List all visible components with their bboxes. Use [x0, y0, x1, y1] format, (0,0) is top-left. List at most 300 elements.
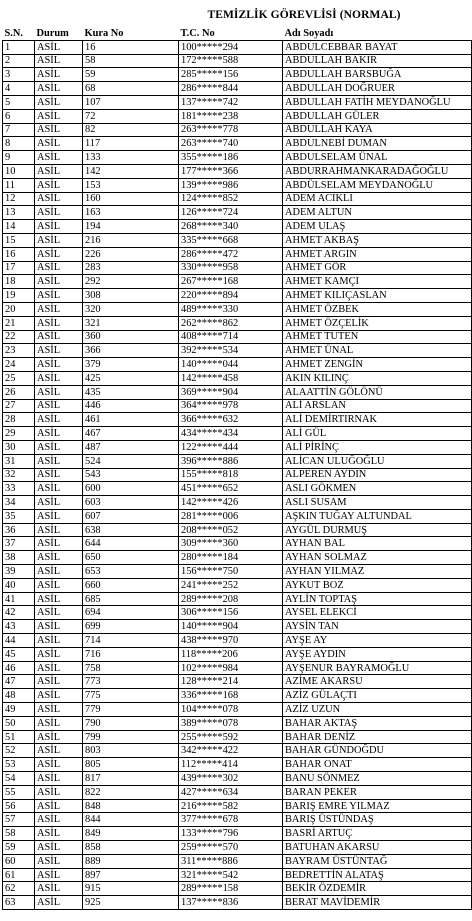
cell-durum: ASİL: [35, 661, 83, 675]
cell-adi-soyadi: AHMET ÖZBEK: [283, 302, 472, 316]
cell-kura-no: 283: [83, 261, 179, 275]
cell-durum: ASİL: [35, 109, 83, 123]
cell-kura-no: 117: [83, 137, 179, 151]
cell-kura-no: 600: [83, 482, 179, 496]
cell-adi-soyadi: ASLI GÖKMEN: [283, 482, 472, 496]
cell-kura-no: 817: [83, 772, 179, 786]
cell-durum: ASİL: [35, 772, 83, 786]
cell-kura-no: 822: [83, 785, 179, 799]
table-row: [3, 578, 472, 592]
cell-sn: 9: [3, 151, 35, 165]
cell-adi-soyadi: BAHAR AKTAŞ: [283, 716, 472, 730]
cell-durum: ASİL: [35, 675, 83, 689]
column-header-adi-soyadi: Adı Soyadı: [283, 27, 472, 40]
cell-kura-no: 320: [83, 302, 179, 316]
cell-sn: 59: [3, 841, 35, 855]
table-row: [3, 468, 472, 482]
table-row: [3, 371, 472, 385]
cell-adi-soyadi: BARAN PEKER: [283, 785, 472, 799]
cell-durum: ASİL: [35, 95, 83, 109]
cell-tc-no: 438*****970: [179, 634, 283, 648]
cell-kura-no: 844: [83, 813, 179, 827]
cell-durum: ASİL: [35, 413, 83, 427]
table-row: [3, 620, 472, 634]
cell-adi-soyadi: BANU SÖNMEZ: [283, 772, 472, 786]
cell-kura-no: 660: [83, 578, 179, 592]
cell-kura-no: 321: [83, 316, 179, 330]
table-row: [3, 427, 472, 441]
cell-adi-soyadi: AYHAN YILMAZ: [283, 565, 472, 579]
cell-adi-soyadi: ALAATTİN GÖLÖNÜ: [283, 385, 472, 399]
cell-adi-soyadi: AYSEL ELEKCİ: [283, 606, 472, 620]
cell-adi-soyadi: BAYRAM ÜSTÜNTAĞ: [283, 854, 472, 868]
table-row: [3, 302, 472, 316]
cell-tc-no: 408*****714: [179, 330, 283, 344]
table-row: [3, 178, 472, 192]
cell-sn: 2: [3, 54, 35, 68]
cell-tc-no: 267*****168: [179, 275, 283, 289]
table-row: [3, 275, 472, 289]
table-row: [3, 675, 472, 689]
table-row: [3, 289, 472, 303]
table-row: [3, 151, 472, 165]
table-row: [3, 744, 472, 758]
cell-tc-no: 286*****472: [179, 247, 283, 261]
cell-tc-no: 427*****634: [179, 785, 283, 799]
cell-durum: ASİL: [35, 647, 83, 661]
cell-kura-no: 805: [83, 758, 179, 772]
cell-sn: 61: [3, 868, 35, 882]
cell-adi-soyadi: BAHAR ONAT: [283, 758, 472, 772]
cell-adi-soyadi: AYSİN TAN: [283, 620, 472, 634]
cell-tc-no: 140*****044: [179, 358, 283, 372]
cell-sn: 48: [3, 689, 35, 703]
cell-kura-no: 889: [83, 854, 179, 868]
cell-sn: 44: [3, 634, 35, 648]
cell-kura-no: 16: [83, 40, 179, 54]
cell-durum: ASİL: [35, 358, 83, 372]
cell-kura-no: 68: [83, 82, 179, 96]
cell-durum: ASİL: [35, 468, 83, 482]
cell-tc-no: 124*****852: [179, 192, 283, 206]
cell-sn: 32: [3, 468, 35, 482]
cell-adi-soyadi: AHMET KAMÇI: [283, 275, 472, 289]
cell-tc-no: 377*****678: [179, 813, 283, 827]
cell-sn: 56: [3, 799, 35, 813]
cell-adi-soyadi: BARIŞ EMRE YILMAZ: [283, 799, 472, 813]
cell-kura-no: 758: [83, 661, 179, 675]
cell-kura-no: 360: [83, 330, 179, 344]
cell-durum: ASİL: [35, 164, 83, 178]
cell-kura-no: 644: [83, 537, 179, 551]
table-row: [3, 482, 472, 496]
cell-durum: ASİL: [35, 896, 83, 910]
cell-sn: 60: [3, 854, 35, 868]
cell-sn: 28: [3, 413, 35, 427]
cell-sn: 50: [3, 716, 35, 730]
table-row: [3, 661, 472, 675]
cell-durum: ASİL: [35, 427, 83, 441]
cell-tc-no: 259*****570: [179, 841, 283, 855]
cell-tc-no: 286*****844: [179, 82, 283, 96]
cell-sn: 53: [3, 758, 35, 772]
cell-adi-soyadi: AŞKIN TUĞAY ALTUNDAL: [283, 509, 472, 523]
cell-sn: 8: [3, 137, 35, 151]
cell-kura-no: 160: [83, 192, 179, 206]
table-row: [3, 454, 472, 468]
table-row: [3, 233, 472, 247]
cell-tc-no: 309*****360: [179, 537, 283, 551]
cell-kura-no: 790: [83, 716, 179, 730]
cell-sn: 16: [3, 247, 35, 261]
cell-tc-no: 142*****426: [179, 496, 283, 510]
cell-sn: 42: [3, 606, 35, 620]
table-row: [3, 758, 472, 772]
cell-sn: 21: [3, 316, 35, 330]
cell-adi-soyadi: ABDULCEBBAR BAYAT: [283, 40, 472, 54]
cell-sn: 26: [3, 385, 35, 399]
table-row: [3, 647, 472, 661]
cell-sn: 29: [3, 427, 35, 441]
cell-tc-no: 396*****886: [179, 454, 283, 468]
table-row: [3, 592, 472, 606]
cell-tc-no: 289*****158: [179, 882, 283, 896]
cell-kura-no: 699: [83, 620, 179, 634]
table-row: [3, 703, 472, 717]
cell-durum: ASİL: [35, 882, 83, 896]
table-row: [3, 509, 472, 523]
cell-durum: ASİL: [35, 758, 83, 772]
cell-adi-soyadi: ABDULLAH FATİH MEYDANOĞLU: [283, 95, 472, 109]
cell-durum: ASİL: [35, 385, 83, 399]
cell-tc-no: 137*****836: [179, 896, 283, 910]
cell-tc-no: 216*****582: [179, 799, 283, 813]
cell-kura-no: 163: [83, 206, 179, 220]
cell-tc-no: 139*****986: [179, 178, 283, 192]
cell-tc-no: 241*****252: [179, 578, 283, 592]
cell-kura-no: 858: [83, 841, 179, 855]
cell-sn: 13: [3, 206, 35, 220]
cell-tc-no: 389*****078: [179, 716, 283, 730]
column-header-durum: Durum: [35, 27, 83, 40]
cell-adi-soyadi: AYŞE AYDIN: [283, 647, 472, 661]
cell-tc-no: 285*****156: [179, 68, 283, 82]
table-row: [3, 40, 472, 54]
cell-tc-no: 100*****294: [179, 40, 283, 54]
cell-tc-no: 220*****894: [179, 289, 283, 303]
cell-tc-no: 137*****742: [179, 95, 283, 109]
cell-durum: ASİL: [35, 454, 83, 468]
cell-adi-soyadi: AYHAN BAL: [283, 537, 472, 551]
cell-durum: ASİL: [35, 730, 83, 744]
cell-kura-no: 694: [83, 606, 179, 620]
cell-durum: ASİL: [35, 703, 83, 717]
cell-adi-soyadi: BAHAR GÜNDOĞDU: [283, 744, 472, 758]
cell-sn: 27: [3, 399, 35, 413]
cell-durum: ASİL: [35, 440, 83, 454]
cell-adi-soyadi: BEKİR ÖZDEMİR: [283, 882, 472, 896]
table-row: [3, 440, 472, 454]
cell-tc-no: 181*****238: [179, 109, 283, 123]
cell-durum: ASİL: [35, 220, 83, 234]
cell-durum: ASİL: [35, 54, 83, 68]
cell-adi-soyadi: AYHAN SOLMAZ: [283, 551, 472, 565]
cell-kura-no: 366: [83, 344, 179, 358]
cell-durum: ASİL: [35, 344, 83, 358]
cell-adi-soyadi: AHMET ÜNAL: [283, 344, 472, 358]
cell-durum: ASİL: [35, 330, 83, 344]
cell-sn: 15: [3, 233, 35, 247]
table-row: [3, 896, 472, 910]
table-row: [3, 109, 472, 123]
cell-sn: 40: [3, 578, 35, 592]
cell-kura-no: 142: [83, 164, 179, 178]
table-row: [3, 358, 472, 372]
cell-kura-no: 714: [83, 634, 179, 648]
table-body: [3, 40, 472, 909]
table-row: [3, 399, 472, 413]
table-row: [3, 716, 472, 730]
cell-kura-no: 524: [83, 454, 179, 468]
cell-durum: ASİL: [35, 123, 83, 137]
cell-tc-no: 126*****724: [179, 206, 283, 220]
table-row: [3, 551, 472, 565]
column-header-sn: S.N.: [3, 27, 35, 40]
cell-sn: 58: [3, 827, 35, 841]
cell-kura-no: 467: [83, 427, 179, 441]
cell-durum: ASİL: [35, 565, 83, 579]
document-title-text: TEMİZLİK GÖREVLİSİ (NORMAL): [207, 9, 401, 21]
cell-tc-no: 177*****366: [179, 164, 283, 178]
cell-adi-soyadi: ABDULLAH BAKIR: [283, 54, 472, 68]
cell-tc-no: 439*****302: [179, 772, 283, 786]
cell-durum: ASİL: [35, 537, 83, 551]
cell-sn: 45: [3, 647, 35, 661]
table-row: [3, 247, 472, 261]
cell-tc-no: 268*****340: [179, 220, 283, 234]
cell-adi-soyadi: AYGÜL DURMUŞ: [283, 523, 472, 537]
cell-adi-soyadi: BATUHAN AKARSU: [283, 841, 472, 855]
cell-durum: ASİL: [35, 509, 83, 523]
cell-adi-soyadi: ALPEREN AYDIN: [283, 468, 472, 482]
cell-tc-no: 289*****208: [179, 592, 283, 606]
cell-durum: ASİL: [35, 82, 83, 96]
table-row: [3, 523, 472, 537]
cell-kura-no: 849: [83, 827, 179, 841]
cell-kura-no: 194: [83, 220, 179, 234]
cell-tc-no: 335*****668: [179, 233, 283, 247]
table-row: [3, 868, 472, 882]
table-row: [3, 68, 472, 82]
cell-adi-soyadi: ALİ DEMİRTIRNAK: [283, 413, 472, 427]
cell-sn: 38: [3, 551, 35, 565]
cell-durum: ASİL: [35, 40, 83, 54]
cell-tc-no: 142*****458: [179, 371, 283, 385]
cell-durum: ASİL: [35, 496, 83, 510]
cell-tc-no: 133*****796: [179, 827, 283, 841]
cell-tc-no: 122*****444: [179, 440, 283, 454]
cell-durum: ASİL: [35, 482, 83, 496]
cell-sn: 41: [3, 592, 35, 606]
cell-sn: 22: [3, 330, 35, 344]
table-row: [3, 220, 472, 234]
cell-adi-soyadi: AYLİN TOPTAŞ: [283, 592, 472, 606]
table-row: [3, 772, 472, 786]
cell-adi-soyadi: ALİ PİRİNÇ: [283, 440, 472, 454]
cell-durum: ASİL: [35, 261, 83, 275]
cell-durum: ASİL: [35, 151, 83, 165]
cell-sn: 1: [3, 40, 35, 54]
cell-kura-no: 487: [83, 440, 179, 454]
cell-sn: 3: [3, 68, 35, 82]
cell-tc-no: 355*****186: [179, 151, 283, 165]
table-row: [3, 496, 472, 510]
assignment-table: [2, 27, 472, 910]
cell-tc-no: 392*****534: [179, 344, 283, 358]
cell-kura-no: 153: [83, 178, 179, 192]
cell-durum: ASİL: [35, 592, 83, 606]
cell-sn: 30: [3, 440, 35, 454]
cell-sn: 54: [3, 772, 35, 786]
cell-sn: 35: [3, 509, 35, 523]
table-row: [3, 330, 472, 344]
cell-kura-no: 58: [83, 54, 179, 68]
cell-sn: 52: [3, 744, 35, 758]
cell-tc-no: 369*****904: [179, 385, 283, 399]
cell-sn: 12: [3, 192, 35, 206]
cell-durum: ASİL: [35, 744, 83, 758]
cell-durum: ASİL: [35, 275, 83, 289]
cell-sn: 6: [3, 109, 35, 123]
cell-durum: ASİL: [35, 813, 83, 827]
cell-kura-no: 435: [83, 385, 179, 399]
cell-durum: ASİL: [35, 578, 83, 592]
cell-kura-no: 216: [83, 233, 179, 247]
cell-sn: 62: [3, 882, 35, 896]
table-row: [3, 82, 472, 96]
table-row: [3, 785, 472, 799]
table-row: [3, 95, 472, 109]
cell-adi-soyadi: ABDÜLSELAM MEYDANOĞLU: [283, 178, 472, 192]
cell-durum: ASİL: [35, 192, 83, 206]
cell-adi-soyadi: AHMET ÖZÇELİK: [283, 316, 472, 330]
cell-kura-no: 59: [83, 68, 179, 82]
cell-tc-no: 364*****978: [179, 399, 283, 413]
cell-adi-soyadi: ABDULLAH GÜLER: [283, 109, 472, 123]
cell-sn: 36: [3, 523, 35, 537]
cell-adi-soyadi: ADEM ACIKLI: [283, 192, 472, 206]
cell-durum: ASİL: [35, 606, 83, 620]
cell-sn: 43: [3, 620, 35, 634]
cell-durum: ASİL: [35, 827, 83, 841]
cell-adi-soyadi: ABDULLAH KAYA: [283, 123, 472, 137]
cell-kura-no: 292: [83, 275, 179, 289]
cell-kura-no: 653: [83, 565, 179, 579]
cell-kura-no: 607: [83, 509, 179, 523]
cell-sn: 11: [3, 178, 35, 192]
cell-tc-no: 342*****422: [179, 744, 283, 758]
table-row: [3, 413, 472, 427]
cell-durum: ASİL: [35, 689, 83, 703]
table-row: [3, 689, 472, 703]
cell-kura-no: 461: [83, 413, 179, 427]
cell-adi-soyadi: BERAT MAVİDEMİR: [283, 896, 472, 910]
table-row: [3, 137, 472, 151]
cell-tc-no: 140*****904: [179, 620, 283, 634]
cell-sn: 39: [3, 565, 35, 579]
column-header-kura-no: Kura No: [83, 27, 179, 40]
cell-kura-no: 897: [83, 868, 179, 882]
cell-tc-no: 366*****632: [179, 413, 283, 427]
cell-sn: 34: [3, 496, 35, 510]
cell-kura-no: 72: [83, 109, 179, 123]
cell-adi-soyadi: AHMET ARGIN: [283, 247, 472, 261]
cell-adi-soyadi: BASRİ ARTUÇ: [283, 827, 472, 841]
cell-durum: ASİL: [35, 178, 83, 192]
cell-kura-no: 82: [83, 123, 179, 137]
cell-adi-soyadi: ASLI SUSAM: [283, 496, 472, 510]
cell-tc-no: 306*****156: [179, 606, 283, 620]
cell-kura-no: 379: [83, 358, 179, 372]
table-row: [3, 206, 472, 220]
cell-adi-soyadi: ABDULSELAM ÜNAL: [283, 151, 472, 165]
cell-tc-no: 112*****414: [179, 758, 283, 772]
cell-kura-no: 925: [83, 896, 179, 910]
table-row: [3, 164, 472, 178]
cell-kura-no: 716: [83, 647, 179, 661]
cell-adi-soyadi: AHMET ZENGİN: [283, 358, 472, 372]
cell-adi-soyadi: ADEM ALTUN: [283, 206, 472, 220]
cell-kura-no: 638: [83, 523, 179, 537]
cell-adi-soyadi: BEDRETTİN ALATAŞ: [283, 868, 472, 882]
cell-kura-no: 685: [83, 592, 179, 606]
table-row: [3, 606, 472, 620]
cell-sn: 47: [3, 675, 35, 689]
table-row: [3, 634, 472, 648]
cell-tc-no: 156*****750: [179, 565, 283, 579]
document-title: [0, 9, 472, 21]
cell-durum: ASİL: [35, 716, 83, 730]
cell-durum: ASİL: [35, 316, 83, 330]
cell-kura-no: 226: [83, 247, 179, 261]
table-row: [3, 385, 472, 399]
cell-durum: ASİL: [35, 799, 83, 813]
cell-durum: ASİL: [35, 620, 83, 634]
cell-adi-soyadi: AYKUT BOZ: [283, 578, 472, 592]
cell-kura-no: 773: [83, 675, 179, 689]
cell-adi-soyadi: AZİZ GÜLAÇTI: [283, 689, 472, 703]
cell-kura-no: 446: [83, 399, 179, 413]
cell-tc-no: 262*****862: [179, 316, 283, 330]
cell-adi-soyadi: AYŞE AY: [283, 634, 472, 648]
cell-adi-soyadi: ALİ GÜL: [283, 427, 472, 441]
cell-sn: 23: [3, 344, 35, 358]
cell-tc-no: 263*****778: [179, 123, 283, 137]
cell-durum: ASİL: [35, 289, 83, 303]
cell-kura-no: 915: [83, 882, 179, 896]
cell-durum: ASİL: [35, 399, 83, 413]
cell-sn: 31: [3, 454, 35, 468]
cell-sn: 57: [3, 813, 35, 827]
cell-sn: 7: [3, 123, 35, 137]
cell-adi-soyadi: AKIN KILINÇ: [283, 371, 472, 385]
cell-adi-soyadi: AHMET GÖR: [283, 261, 472, 275]
cell-tc-no: 281*****006: [179, 509, 283, 523]
cell-tc-no: 263*****740: [179, 137, 283, 151]
table-row: [3, 192, 472, 206]
cell-adi-soyadi: ABDULNEBİ DUMAN: [283, 137, 472, 151]
table-row: [3, 565, 472, 579]
